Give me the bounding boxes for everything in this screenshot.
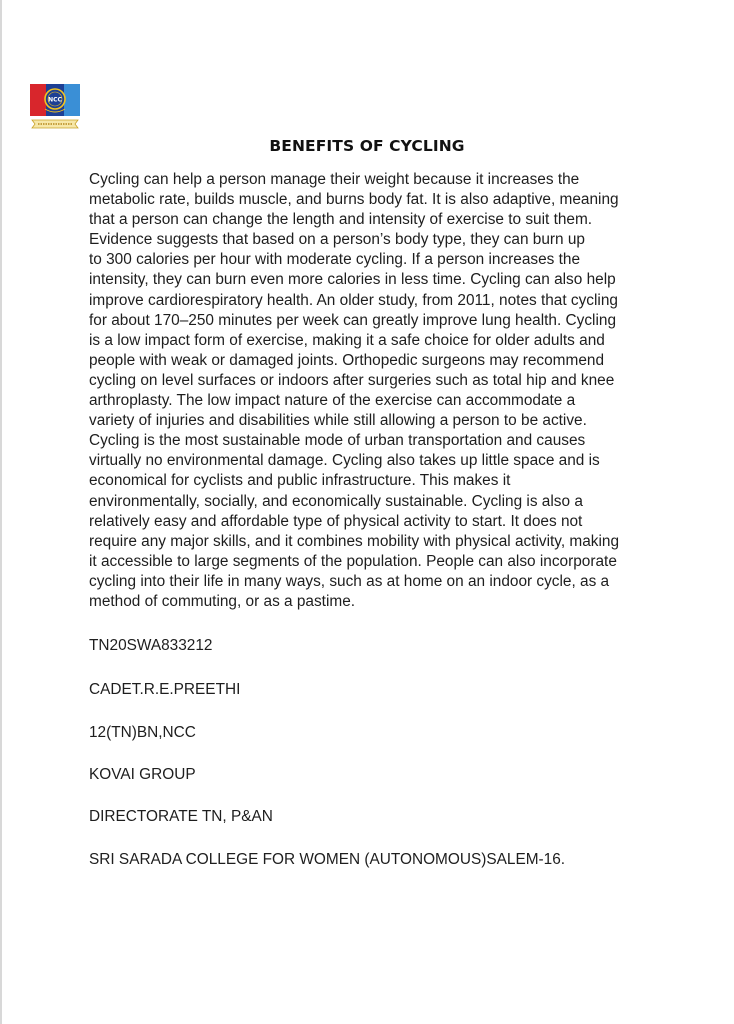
body-line: cycling into their life in many ways, such as at home on an indoor cycle, as a [89, 572, 610, 590]
body-line: arthroplasty. The low impact nature of the exercise can accommodate a [89, 392, 576, 410]
body-line: variety of injuries and disabilities while still allowing a person to be active. [89, 412, 587, 430]
document-title: BENEFITS OF CYCLING [269, 137, 465, 155]
body-line: relatively easy and affordable type of physical activity to start. It does not [89, 512, 583, 530]
body-line: Evidence suggests that based on a person’s body type, they can burn up [89, 231, 585, 249]
body-line: is a low impact form of exercise, making it a safe choice for older adults and [89, 331, 605, 349]
body-line: Cycling is the most sustainable mode of urban transportation and causes [89, 432, 586, 450]
cadet-name: CADET.R.E.PREETHI [89, 681, 241, 698]
body-line: intensity, they can burn even more calories in less time. Cycling can also help [89, 271, 616, 289]
body-line: for about 170–250 minutes per week can greatly improve lung health. Cycling [89, 311, 617, 329]
directorate: DIRECTORATE TN, P&AN [89, 808, 273, 825]
cadet-id-number: TN20SWA833212 [89, 637, 213, 654]
body-line: cycling on level surfaces or indoors after surgeries such as total hip and knee [89, 371, 615, 389]
battalion: 12(TN)BN,NCC [89, 724, 196, 741]
body-line: that a person can change the length and intensity of exercise to suit them. [89, 211, 593, 229]
group-name: KOVAI GROUP [89, 766, 196, 783]
body-line: it accessible to large segments of the population. People can also incorporate [89, 552, 617, 570]
body-line: economical for cyclists and public infrastructure. This makes it [89, 472, 511, 490]
body-line: Cycling can help a person manage their weight because it increases the [89, 171, 580, 188]
body-line: require any major skills, and it combines mobility with physical activity, making [89, 532, 620, 550]
body-line: people with weak or damaged joints. Orthopedic surgeons may recommend [89, 351, 605, 369]
body-line: environmentally, socially, and economically sustainable. Cycling is also a [89, 492, 583, 510]
college-name: SRI SARADA COLLEGE FOR WOMEN (AUTONOMOUS)SALEM-16. [89, 851, 566, 868]
body-line: virtually no environmental damage. Cycling also takes up little space and is [89, 452, 600, 470]
body-line: metabolic rate, builds muscle, and burns body fat. It is also adaptive, meaning [89, 191, 619, 209]
body-line: improve cardiorespiratory health. An older study, from 2011, notes that cycling [89, 291, 618, 309]
emblem-text: NCC [48, 96, 62, 104]
body-line: to 300 calories per hour with moderate cycling. If a person increases the [89, 251, 581, 269]
body-paragraph [89, 170, 651, 612]
ncc-emblem-icon [28, 82, 82, 134]
body-line: method of commuting, or as a pastime. [89, 592, 356, 610]
